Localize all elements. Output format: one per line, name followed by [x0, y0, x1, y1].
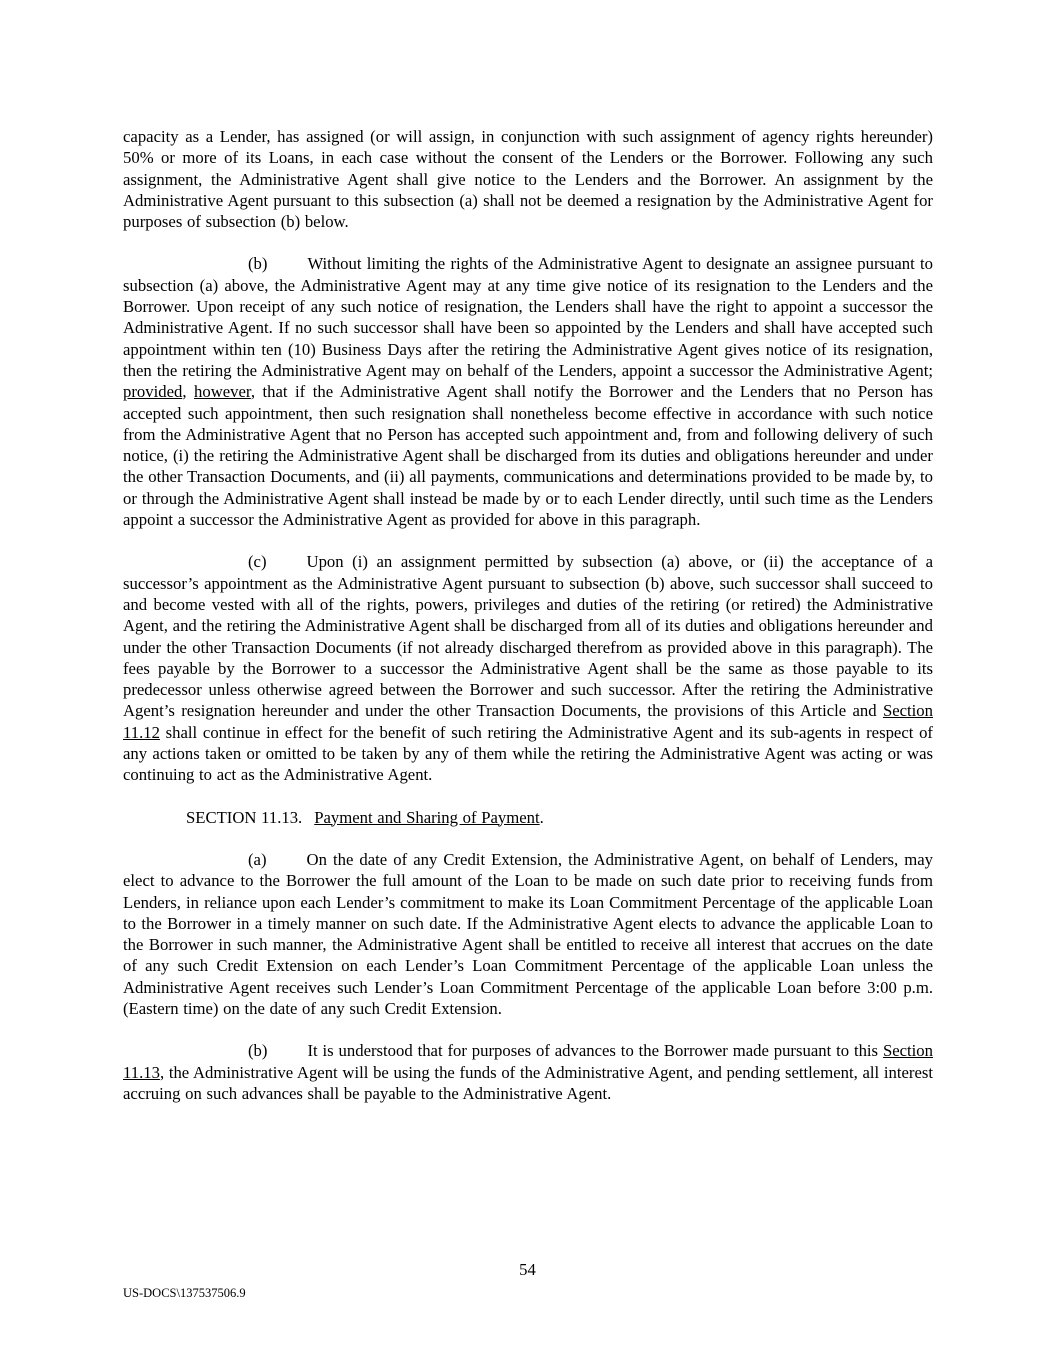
paragraph: [123, 849, 933, 1019]
document-id-footer: US-DOCS\137537506.9: [123, 1286, 246, 1300]
text-run: shall continue in effect for the benefit of such retiring the Administrative Agent and its sub-agents in respect of any actions taken or omitted to be taken by any of them while the retiring the Administrative Agent was acting or was continuing to act as the Administrative Agent.: [123, 722, 933, 785]
paragraph: [123, 126, 933, 232]
text-run: , the Administrative Agent will be using the funds of the Administrative Agent, and pending settlement, all interest accruing on such advances shall be payable to the Administrative Agent.: [123, 1062, 933, 1103]
paragraph-label: (b): [248, 1041, 268, 1061]
underlined-text: provided: [123, 382, 183, 402]
paragraph-label: (c): [248, 552, 267, 572]
text-run: ,: [182, 382, 195, 402]
section-label: SECTION 11.13.: [186, 807, 303, 827]
page-number: 54: [519, 1260, 536, 1279]
text-run: On the date of any Credit Extension, the Administrative Agent, on behalf of Lenders, may elect to advance to the Borrower the full amount of the Loan to be made on such date prior to receiving funds from Lenders, in reliance upon each Lender’s commitment to make its Loan Commitment Percentage of the applicable Loan to the Borrower in a timely manner on such date. If the Administrative Agent elects to advance the applicable Loan to the Borrower in such manner, the Administrative Agent shall be entitled to receive all interest that accrues on the date of any such Credit Extension on each Lender’s Loan Commitment Percentage of the applicable Loan unless the Administrative Agent receives such Lender’s Loan Commitment Percentage of the applicable Loan before 3:00 p.m. (Eastern time) on the date of any such Credit Extension.: [123, 849, 933, 1018]
paragraph: [123, 1040, 933, 1104]
underlined-text: Payment and Sharing of Payment: [314, 807, 540, 827]
paragraph-label: (a): [248, 849, 267, 869]
text-run: , that if the Administrative Agent shall notify the Borrower and the Lenders that no Person has accepted such appointment, then such resignation shall nonetheless become effective in accordance with such notice from the Administrative Agent that no Person has accepted such appointment and, from and following delivery of such notice, (i) the retiring the Administrative Agent shall be discharged from its duties and obligations hereunder and under the other Transaction Documents, and (ii) all payments, communications and determinations provided to be made by, to or through the Administrative Agent shall instead be made by or to each Lender directly, until such time as the Lenders appoint a successor the Administrative Agent as provided for above in this paragraph.: [123, 382, 933, 530]
underlined-text: however: [194, 382, 251, 402]
text-run: Upon (i) an assignment permitted by subsection (a) above, or (ii) the acceptance of a successor’s appointment as the Administrative Agent pursuant to subsection (b) above, such successor shall succeed to and become vested with all of the rights, powers, privileges and duties of the retiring (or retired) the Administrative Agent, and the retiring the Administrative Agent shall be discharged from all of its duties and obligations hereunder and under the other Transaction Documents (if not already discharged therefrom as provided above in this paragraph). The fees payable by the Borrower to a successor the Administrative Agent shall be the same as those payable to its predecessor unless otherwise agreed between the Borrower and such successor. After the retiring the Administrative Agent’s resignation hereunder and under the other Transaction Documents, the provisions of this Article and: [123, 552, 933, 721]
paragraph: [123, 807, 933, 828]
paragraph: [123, 551, 933, 785]
paragraph: [123, 253, 933, 530]
text-run: capacity as a Lender, has assigned (or will assign, in conjunction with such assignment of agency rights hereunder) 50% or more of its Loans, in each case without the consent of the Lenders or the Borrower. Following any such assignment, the Administrative Agent shall give notice to the Lenders and the Borrower. An assignment by the Administrative Agent pursuant to this subsection (a) shall not be deemed a resignation by the Administrative Agent for purposes of subsection (b) below.: [123, 127, 933, 232]
text-run: .: [539, 807, 544, 827]
underlined-text: Section 11.13: [123, 1041, 933, 1082]
text-run: Without limiting the rights of the Administrative Agent to designate an assignee pursuant to subsection (a) above, the Administrative Agent may at any time give notice of its resignation to the Lenders and the Borrower. Upon receipt of any such notice of resignation, the Lenders shall have the right to appoint a successor the Administrative Agent. If no such successor shall have been so appointed by the Lenders and shall have accepted such appointment within ten (10) Business Days after the retiring the Administrative Agent gives notice of its resignation, then the retiring the Administrative Agent may on behalf of the Lenders, appoint a successor the Administrative Agent;: [123, 254, 933, 380]
paragraph-label: (b): [248, 254, 268, 274]
document-body: [123, 126, 933, 1125]
underlined-text: Section 11.12: [123, 701, 933, 742]
text-run: It is understood that for purposes of advances to the Borrower made pursuant to this: [307, 1041, 883, 1061]
